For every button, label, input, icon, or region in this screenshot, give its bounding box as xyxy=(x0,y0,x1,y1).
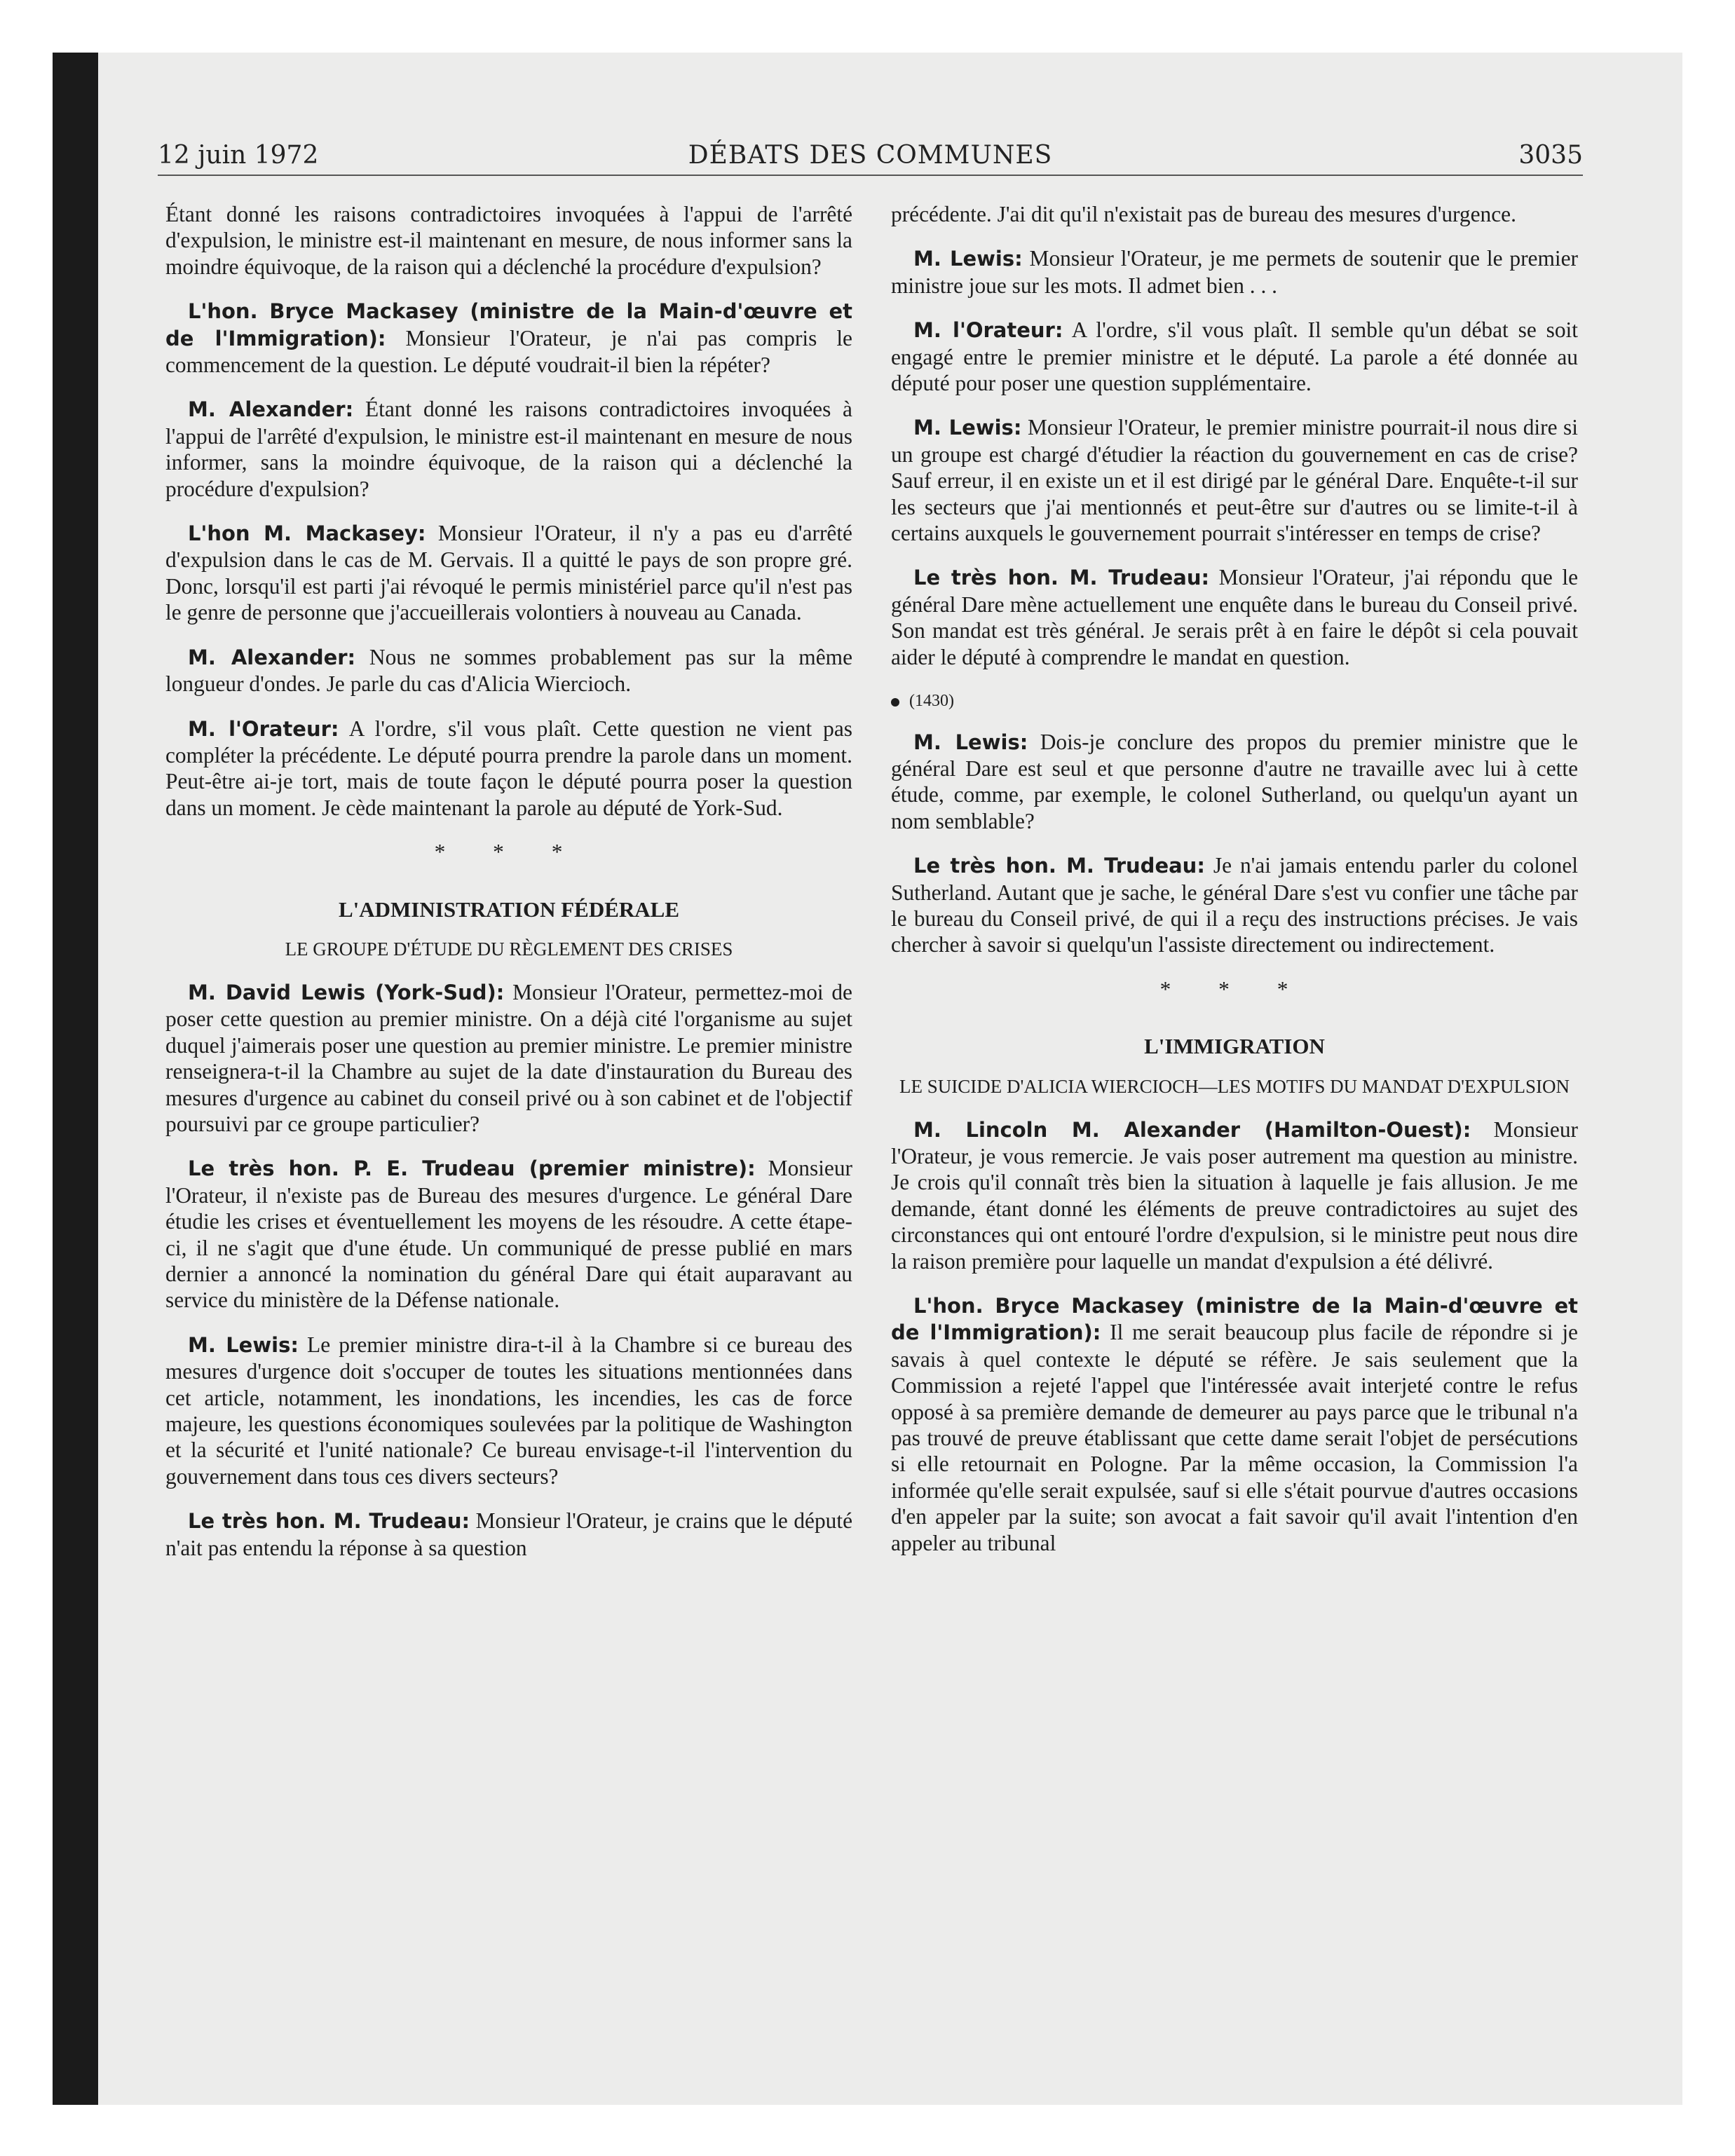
header-date: 12 juin 1972 xyxy=(158,141,319,170)
paragraph-text: Je n'ai jamais entendu parler du colonel Sutherland. Autant que je sache, le général Dare s'est vu confier une tâche par le bureau du Conseil privé, de qui il a reçu des instructions précises. Je vais chercher à savoir si quelqu'un l'assiste directement ou indirectement. xyxy=(891,853,1578,957)
speaker-name: L'hon. Bryce Mackasey (ministre de la Main-d'œuvre et de l'Immigration): xyxy=(165,299,852,350)
paragraph xyxy=(891,564,1578,670)
speaker-name: M. Alexander: xyxy=(188,645,356,669)
paragraph-text: Dois-je conclure des propos du premier ministre que le général Dare est seul et que personne d'autre ne travaille avec lui à cette étude, comme, par exemple, le colonel Sutherland, ou quelqu'un ayant un nom semblable? xyxy=(891,729,1578,833)
paragraph xyxy=(891,729,1578,835)
paragraph-text: Le premier ministre dira-t-il à la Chambre si ce bureau des mesures d'urgence doit s'occuper de toutes les situations mentionnées dans cet article, notamment, les inondations, les incendies, les cas de force majeure, les questions économiques soulevées par la politique de Washington et la sécurité et l'unité nationale? Ce bureau envisage-t-il l'intervention du gouvernement dans tous ces divers secteurs? xyxy=(165,1332,852,1489)
header-title: DÉBATS DES COMMUNES xyxy=(688,141,1053,170)
paragraph-text: A l'ordre, s'il vous plaît. Il semble qu'un débat se soit engagé entre le premier ministre et le député. La parole a été donnée au député pour poser une question supplémentaire. xyxy=(891,318,1578,396)
paragraph-text: Étant donné les raisons contradictoires invoquées à l'appui de l'arrêté d'expulsion, le ministre est-il maintenant en mesure de nous informer, sans la moindre équivoque, de la raison qui a déclenché la procédure d'expulsion? xyxy=(165,397,852,501)
section-subheading: LE GROUPE D'ÉTUDE DU RÈGLEMENT DES CRISES xyxy=(285,938,733,960)
paragraph xyxy=(891,1117,1578,1274)
left-column xyxy=(165,201,852,1579)
section-separator: * * * xyxy=(434,840,584,865)
speaker-name: M. Lewis: xyxy=(913,730,1028,754)
speaker-name: Le très hon. M. Trudeau: xyxy=(188,1509,470,1534)
paragraph xyxy=(165,716,852,821)
page-header xyxy=(158,138,1583,176)
paragraph-text: Il me serait beaucoup plus facile de répondre si je savais à quel contexte le député se réfère. Je sais seulement que la Commission a rejeté l'appel que l'intéressée avait interjeté contre le refus opposé à sa première demande de demeurer au pays parce que le tribunal n'a pas trouvé de preuve établissant que cette dame serait l'objet de persécutions si elle retournait en Pologne. Par la même occasion, la Commission l'a informée qu'elle serait expulsée, sauf si elle s'était pourvue d'autres occasions d'en appeler par la suite; son avocat a fait savoir qu'il avait l'intention d'en appeler au tribunal xyxy=(891,1320,1578,1555)
paragraph xyxy=(891,852,1578,958)
paragraph xyxy=(891,317,1578,396)
paragraph-text: Monsieur l'Orateur, je me permets de soutenir que le premier ministre joue sur les mots. Il admet bien . . . xyxy=(891,246,1578,298)
speaker-name: M. Lincoln M. Alexander (Hamilton-Ouest): xyxy=(913,1117,1471,1142)
speaker-name: M. Alexander: xyxy=(188,397,354,422)
paragraph xyxy=(165,1332,852,1489)
paragraph-text: Étant donné les raisons contradictoires invoquées à l'appui de l'arrêté d'expulsion, le ministre est-il maintenant en mesure, de nous informer sans la moindre équivoque, de la raison qui a déclenché la procédure d'expulsion? xyxy=(165,202,852,279)
paragraph xyxy=(165,396,852,502)
speaker-name: Le très hon. M. Trudeau: xyxy=(913,566,1210,590)
speaker-name: M. l'Orateur: xyxy=(188,716,339,741)
time-marker-text: (1430) xyxy=(909,692,954,711)
paragraph-text: A l'ordre, s'il vous plaît. Cette question ne vient pas compléter la précédente. Le député pourra prendre la parole dans un moment. Peut-être ai-je tort, mais de toute façon le député pourra poser la question dans un moment. Je cède maintenant la parole au député de York-Sud. xyxy=(165,716,852,820)
paragraph xyxy=(165,979,852,1137)
speaker-name: Le très hon. M. Trudeau: xyxy=(913,854,1205,878)
section-subheading: LE SUICIDE D'ALICIA WIERCIOCH—LES MOTIFS DU MANDAT D'EXPULSION xyxy=(899,1075,1570,1097)
right-column xyxy=(891,201,1578,1574)
paragraph xyxy=(891,245,1578,299)
section-separator: * * * xyxy=(1159,976,1309,1002)
bullet-icon xyxy=(891,698,899,707)
paragraph-text: Monsieur l'Orateur, je n'ai pas compris le commencement de la question. Le député voudrait-il bien la répéter? xyxy=(165,325,852,378)
speaker-name: M. David Lewis (York-Sud): xyxy=(188,980,505,1004)
speaker-name: L'hon M. Mackasey: xyxy=(188,521,426,546)
speaker-name: M. l'Orateur: xyxy=(913,318,1063,343)
paragraph xyxy=(891,1292,1578,1556)
scanned-page xyxy=(53,53,1682,2105)
paragraph-text: Monsieur l'Orateur, il n'existe pas de Bureau des mesures d'urgence. Le général Dare étudie les crises et éventuellement les moyens de les résoudre. A cette étape-ci, il ne s'agit que d'une étude. Un communiqué de presse publié en mars dernier a annoncé la nomination du général Dare qui était auparavant au service du ministère de la Défense nationale. xyxy=(165,1156,853,1313)
paragraph xyxy=(165,644,852,697)
speaker-name: M. Lewis: xyxy=(913,416,1022,440)
section-heading: L'ADMINISTRATION FÉDÉRALE xyxy=(338,896,680,922)
paragraph xyxy=(165,1155,852,1313)
header-page-number: 3035 xyxy=(1518,141,1583,170)
paragraph xyxy=(891,201,1578,227)
paragraph xyxy=(165,1508,852,1561)
paragraph-text: Monsieur l'Orateur, j'ai répondu que le général Dare mène actuellement une enquête dans le bureau du Conseil privé. Son mandat est très général. Je serais prêt à en faire le dépôt si cela pouvait aider le député à comprendre le mandat en question. xyxy=(891,565,1579,669)
time-marker xyxy=(891,688,1578,714)
section-heading: L'IMMIGRATION xyxy=(1144,1034,1325,1059)
paragraph xyxy=(165,298,852,378)
speaker-name: L'hon. Bryce Mackasey (ministre de la Main-d'œuvre et de l'Immigration): xyxy=(891,1294,1578,1345)
paragraph xyxy=(165,520,852,626)
binding-shadow xyxy=(53,53,98,2105)
paragraph-text: Monsieur l'Orateur, je crains que le député n'ait pas entendu la réponse à sa question xyxy=(165,1508,853,1560)
paragraph xyxy=(165,201,852,280)
speaker-name: Le très hon. P. E. Trudeau (premier ministre): xyxy=(188,1157,756,1181)
paragraph-text: précédente. J'ai dit qu'il n'existait pas de bureau des mesures d'urgence. xyxy=(891,202,1516,226)
paragraph-text: Monsieur l'Orateur, le premier ministre pourrait-il nous dire si un groupe est chargé d'étudier la réaction du gouvernement en cas de crise? Sauf erreur, il en existe un et il est dirigé par le général Dare. Enquête-t-il sur les secteurs que j'ai mentionnés et peut-être sur d'autres ou se limite-t-il à certains auxquels le gouvernement pourrait s'intéresser en temps de crise? xyxy=(891,415,1578,546)
paragraph-text: Monsieur l'Orateur, je vous remercie. Je vais poser autrement ma question au ministre. Je crois qu'il connaît très bien la situation à laquelle je fais allusion. Je me demande, étant donné les éléments de preuve contradictoires au sujet des circonstances qui ont entouré l'ordre d'expulsion, si le ministre peut nous dire la raison première pour laquelle un mandat d'expulsion a été délivré. xyxy=(891,1117,1578,1274)
paragraph xyxy=(891,414,1578,546)
speaker-name: M. Lewis: xyxy=(913,247,1023,271)
paragraph-text: Monsieur l'Orateur, permettez-moi de poser cette question au premier ministre. On a déjà cité l'organisme au sujet duquel j'aimerais poser une question au premier ministre. Le premier ministre renseignera-t-il la Chambre au sujet de la date d'instauration du Bureau des mesures d'urgence au cabinet du conseil privé ou à son cabinet et de l'objectif poursuivi par ce groupe particulier? xyxy=(165,979,852,1136)
speaker-name: M. Lewis: xyxy=(188,1332,299,1357)
paragraph-text: Monsieur l'Orateur, il n'y a pas eu d'arrêté d'expulsion dans le cas de M. Gervais. Il a quitté le pays de son propre gré. Donc, lorsqu'il est parti j'ai révoqué le permis ministériel parce qu'il n'est pas le genre de personne que j'accueillerais volontiers à nouveau au Canada. xyxy=(165,521,852,625)
paragraph-text: Nous ne sommes probablement pas sur la même longueur d'ondes. Je parle du cas d'Alicia Wiercioch. xyxy=(165,644,852,697)
